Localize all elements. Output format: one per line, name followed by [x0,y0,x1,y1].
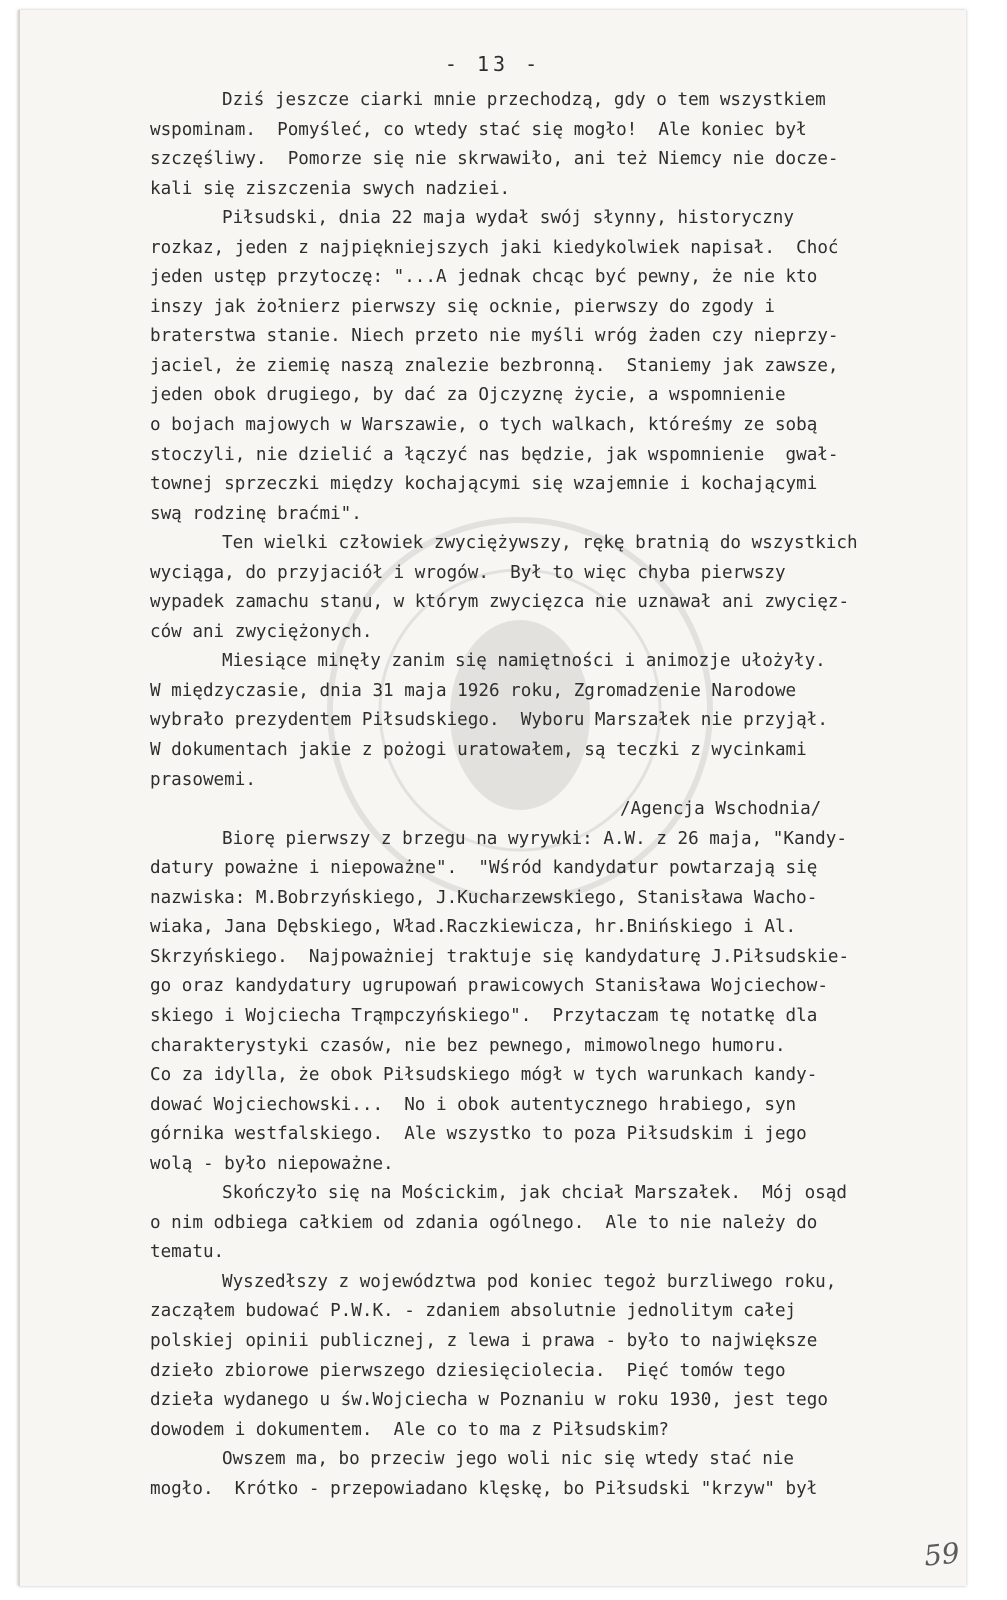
text-line: jaciel, że ziemię naszą znalezie bezbronną. Staniemy jak zawsze, [150,355,839,376]
text-line: Piłsudski, dnia 22 maja wydał swój słynny, historyczny [222,208,794,229]
text-line: wybrało prezydentem Piłsudskiego. Wyboru Marszałek nie przyjął. [150,710,828,731]
text-line: Ten wielki człowiek zwyciężywszy, rękę bratnią do wszystkich [222,533,858,554]
text-line: Skończyło się na Mościckim, jak chciał Marszałek. Mój osąd [222,1183,847,1204]
text-line: dzieła wydanego u św.Wojciecha w Poznaniu w roku 1930, jest tego [150,1390,828,1411]
text-line: inszy jak żołnierz pierwszy się ocknie, pierwszy do zgody i [150,296,775,317]
text-line: kali się ziszczenia swych nadziei. [150,178,511,199]
text-line: Owszem ma, bo przeciw jego woli nic się wtedy stać nie [222,1449,794,1470]
text-line: braterstwa stanie. Niech przeto nie myśli wróg żaden czy nieprzy- [150,326,839,347]
text-line: wypadek zamachu stanu, w którym zwycięzca nie uznawał ani zwycięz- [150,592,850,613]
text-line: dować Wojciechowski... No i obok autentycznego hrabiego, syn [150,1094,797,1115]
text-line: dzieło zbiorowe pierwszego dziesięciolecia. Pięć tomów tego [150,1360,786,1381]
text-line: wolą - było niepoważne. [150,1153,394,1174]
text-line: rozkaz, jeden z najpiękniejszych jaki kiedykolwiek napisał. Choć [150,237,839,258]
text-line: go oraz kandydatury ugrupowań prawicowych Stanisława Wojciechow- [150,976,828,997]
text-line: skiego i Wojciecha Trąmpczyńskiego". Przytaczam tę notatkę dla [150,1005,818,1026]
handwritten-page-mark: 59 [922,1536,962,1573]
text-line: jeden obok drugiego, by dać za Ojczyznę życie, a wspomnienie [150,385,786,406]
text-line: W międzyczasie, dnia 31 maja 1926 roku, Zgromadzenie Narodowe [150,680,797,701]
text-line: tematu. [150,1242,225,1263]
text-line: mogło. Krótko - przepowiadano klęskę, bo Piłsudski "krzyw" był [150,1478,818,1499]
text-line: wspominam. Pomyśleć, co wtedy stać się mogło! Ale koniec był [150,119,807,140]
document-page [18,10,966,1586]
text-line: swą rodzinę braćmi". [150,503,362,524]
text-line: jeden ustęp przytoczę: "...A jednak chcąc być pewny, że nie kto [150,267,818,288]
text-line: stoczyli, nie dzielić a łączyć nas będzie, jak wspomnienie gwał- [150,444,839,465]
text-line: charakterystyki czasów, nie bez pewnego, mimowolnego humoru. [150,1035,786,1056]
text-line: townej sprzeczki między kochającymi się wzajemnie i kochającymi [150,474,818,495]
text-line: Skrzyńskiego. Najpoważniej traktuje się kandydaturę J.Piłsudskie- [150,946,850,967]
text-line: polskiej opinii publicznej, z lewa i prawa - było to największe [150,1330,818,1351]
text-line: Biorę pierwszy z brzegu na wyrywki: A.W. z 26 maja, "Kandy- [222,828,847,849]
text-line: o bojach majowych w Warszawie, o tych walkach, któreśmy ze sobą [150,415,818,436]
text-line: górnika westfalskiego. Ale wszystko to poza Piłsudskim i jego [150,1124,807,1145]
text-line: prasowemi. [150,769,256,790]
text-line: wiaka, Jana Dębskiego, Wład.Raczkiewicza, hr.Bnińskiego i Al. [150,917,797,938]
text-line: /Agencja Wschodnia/ [620,799,822,820]
text-line: Dziś jeszcze ciarki mnie przechodzą, gdy o tem wszystkiem [222,90,826,110]
text-line: o nim odbiega całkiem od zdania ogólnego. Ale to nie należy do [150,1212,818,1233]
text-line: Wyszedłszy z województwa pod koniec tegoż burzliwego roku, [222,1271,837,1292]
typed-text-body [150,86,950,1504]
text-line: dowodem i dokumentem. Ale co to ma z Piłsudskim? [150,1419,670,1440]
text-line: wyciąga, do przyjaciół i wrogów. Był to więc chyba pierwszy [150,562,786,583]
text-line: nazwiska: M.Bobrzyńskiego, J.Kucharzewskiego, Stanisława Wacho- [150,887,818,908]
text-line: zacząłem budować P.W.K. - zdaniem absolutnie jednolitym całej [150,1301,797,1322]
text-line: szczęśliwy. Pomorze się nie skrwawiło, ani też Niemcy nie docze- [150,149,839,170]
text-line: W dokumentach jakie z pożogi uratowałem, są teczki z wycinkami [150,740,807,761]
text-line: Miesiące minęły zanim się namiętności i animozje ułożyły. [222,651,826,672]
page-number: - 13 - [444,52,542,76]
text-line: ców ani zwyciężonych. [150,621,373,642]
text-line: Co za idylla, że obok Piłsudskiego mógł w tych warunkach kandy- [150,1065,818,1086]
text-line: datury poważne i niepoważne". "Wśród kandydatur powtarzają się [150,858,818,879]
